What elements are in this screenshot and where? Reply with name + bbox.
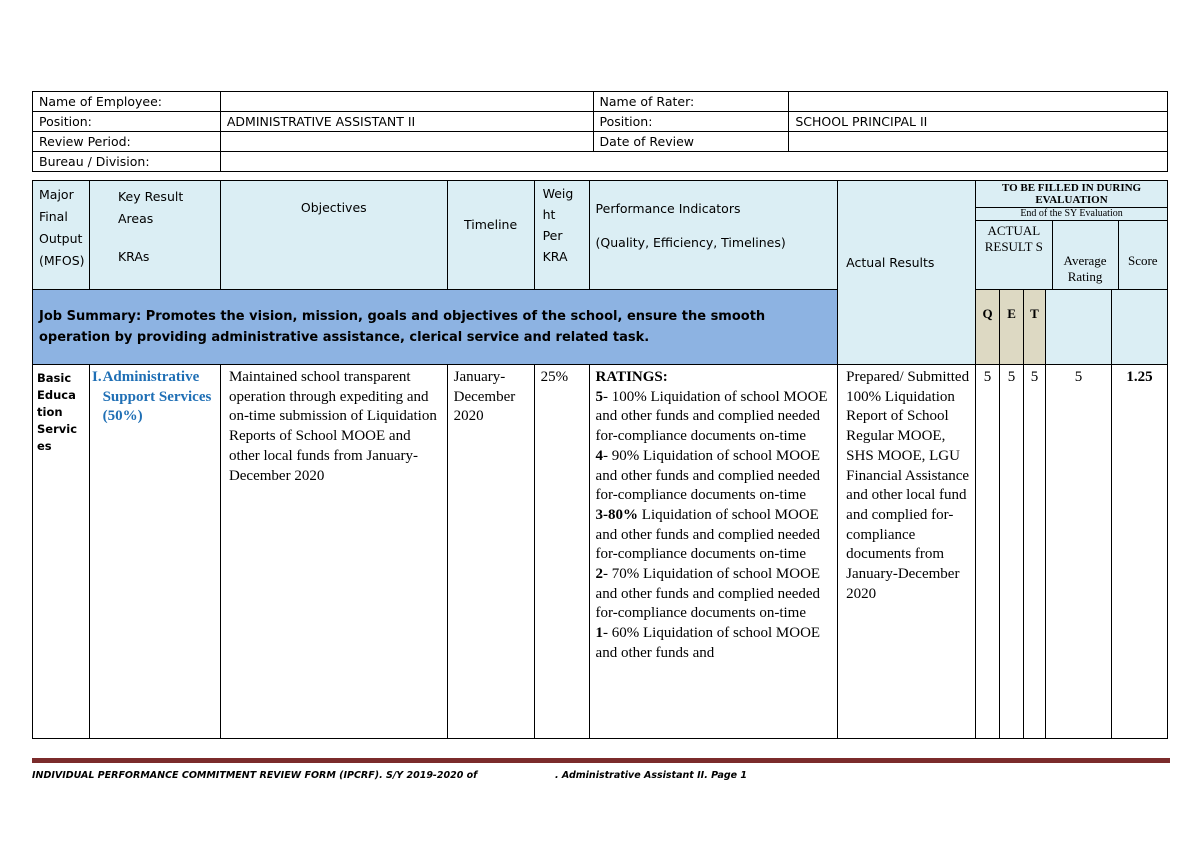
timeline-header: Timeline: [447, 181, 534, 290]
rating-number: 5: [595, 388, 604, 405]
mfo-header-line: Final: [39, 209, 68, 224]
performance-indicators-cell: [589, 365, 838, 739]
kra-number: I.: [91, 369, 102, 385]
name-employee-value[interactable]: [220, 92, 593, 112]
job-summary: Job Summary: Promotes the vision, mission, goals and objectives of the school, ensure the smooth operation by providing administrative assistance, clerical service and related task.: [33, 290, 838, 365]
mfo-line: es: [37, 439, 52, 453]
rating-text: - 100% Liquidation of school MOOE and other funds and complied needed for-compliance documents on-time: [595, 388, 828, 445]
weight-header-line: ht: [542, 207, 556, 222]
evaluation-subtable: [976, 181, 1167, 289]
pi-header: [589, 181, 838, 290]
rater-position-label: Position:: [593, 112, 789, 132]
q-header: Q: [976, 290, 1000, 365]
rater-position-value[interactable]: SCHOOL PRINCIPAL II: [789, 112, 1168, 132]
mfo-line: Basic: [37, 371, 72, 385]
date-review-value[interactable]: [789, 132, 1168, 152]
kra-header-line: KRAs: [117, 249, 150, 264]
rating-text: - 60% Liquidation of school MOOE and other funds and: [595, 625, 821, 661]
objective-cell: Maintained school transparent operation through expediting and on-time submission of Liquidation Reports of School MOOE and other local funds from January-December 2020: [220, 365, 447, 739]
bureau-value[interactable]: [220, 152, 1167, 172]
average-rating-spacer: [1046, 290, 1112, 365]
rating-number: 2: [595, 566, 604, 583]
footer-right: . Administrative Assistant II. Page 1: [555, 770, 748, 781]
review-period-label: Review Period:: [33, 132, 221, 152]
mfo-header-line: Major: [39, 187, 74, 202]
score-header: Score: [1118, 221, 1167, 289]
rating-number: 4: [595, 447, 604, 464]
score-spacer: [1111, 290, 1167, 365]
info-row-name: [33, 92, 1168, 112]
position-label: Position:: [33, 112, 221, 132]
evaluation-header: [976, 181, 1168, 290]
rating-item: [596, 388, 834, 447]
mfo-header-line: Output: [39, 231, 83, 246]
position-value[interactable]: ADMINISTRATIVE ASSISTANT II: [220, 112, 593, 132]
info-row-position: [33, 112, 1168, 132]
rating-text: Liquidation of school MOOE and other funds and complied needed for-compliance documents on-time: [595, 506, 821, 563]
rating-text: - 90% Liquidation of school MOOE and other funds and complied needed for-compliance documents on-time: [595, 447, 821, 504]
rating-number: 1: [595, 625, 604, 642]
date-review-label: Date of Review: [593, 132, 789, 152]
score-value: 1.25: [1111, 365, 1167, 739]
kra-header-line: Areas: [117, 211, 154, 226]
objectives-header: Objectives: [220, 181, 447, 290]
actual-results-header: Actual Results: [838, 181, 976, 365]
mfo-header-line: (MFOS): [39, 253, 85, 268]
pi-header-line: Performance Indicators: [595, 201, 741, 216]
kra-cell: [89, 365, 220, 739]
footer-bar: [32, 758, 1170, 763]
rating-item: [596, 447, 834, 506]
eval-sub: End of the SY Evaluation: [976, 208, 1167, 221]
ratings-title: RATINGS:: [595, 369, 668, 385]
weight-header-line: Per: [542, 228, 563, 243]
e-value: 5: [1000, 365, 1024, 739]
actual-results-upper: ACTUAL RESULT S: [976, 221, 1052, 289]
rating-item: [596, 565, 834, 624]
employee-info-table: [32, 91, 1168, 172]
footer-left: INDIVIDUAL PERFORMANCE COMMITMENT REVIEW FORM (IPCRF). S/Y 2019-2020 of: [32, 770, 478, 781]
kra-row: [33, 365, 1168, 739]
weight-cell: 25%: [534, 365, 589, 739]
review-period-value[interactable]: [220, 132, 593, 152]
mfo-line: Servic: [37, 422, 78, 436]
weight-header-line: KRA: [542, 249, 568, 264]
ipcrf-main-table: [32, 180, 1168, 739]
mfo-header: [33, 181, 90, 290]
t-value: 5: [1024, 365, 1046, 739]
rating-text: - 70% Liquidation of school MOOE and other funds and complied needed for-compliance documents on-time: [595, 566, 821, 622]
header-row: [33, 181, 1168, 290]
eval-title: TO BE FILLED IN DURING EVALUATION: [976, 181, 1167, 208]
info-row-bureau: [33, 152, 1168, 172]
info-row-review: [33, 132, 1168, 152]
kra-header-line: Key Result: [117, 189, 184, 204]
e-header: E: [1000, 290, 1024, 365]
mfo-line: tion: [37, 405, 63, 419]
rating-item: [596, 506, 834, 565]
rating-number: 3-80%: [595, 506, 639, 523]
job-summary-row: [33, 290, 1168, 365]
kra-header: [89, 181, 220, 290]
t-header: T: [1024, 290, 1046, 365]
rating-item: [596, 624, 834, 663]
name-rater-value[interactable]: [789, 92, 1168, 112]
name-employee-label: Name of Employee:: [33, 92, 221, 112]
pi-header-line: (Quality, Efficiency, Timelines): [595, 235, 786, 250]
mfo-cell: [33, 365, 90, 739]
name-rater-label: Name of Rater:: [593, 92, 789, 112]
timeline-cell: January-December 2020: [447, 365, 534, 739]
bureau-label: Bureau / Division:: [33, 152, 221, 172]
kra-text: Administrative Support Services (50%): [102, 369, 212, 425]
q-value: 5: [976, 365, 1000, 739]
weight-header-line: Weig: [542, 186, 574, 201]
weight-header: [534, 181, 589, 290]
mfo-line: Educa: [37, 388, 76, 402]
average-rating-header: Average Rating: [1052, 221, 1118, 289]
actual-results-cell: Prepared/ Submitted 100% Liquidation Report of School Regular MOOE, SHS MOOE, LGU Financial Assistance and other local fund and complied for-compliance documents from January-December 2020: [838, 365, 976, 739]
average-value: 5: [1046, 365, 1112, 739]
